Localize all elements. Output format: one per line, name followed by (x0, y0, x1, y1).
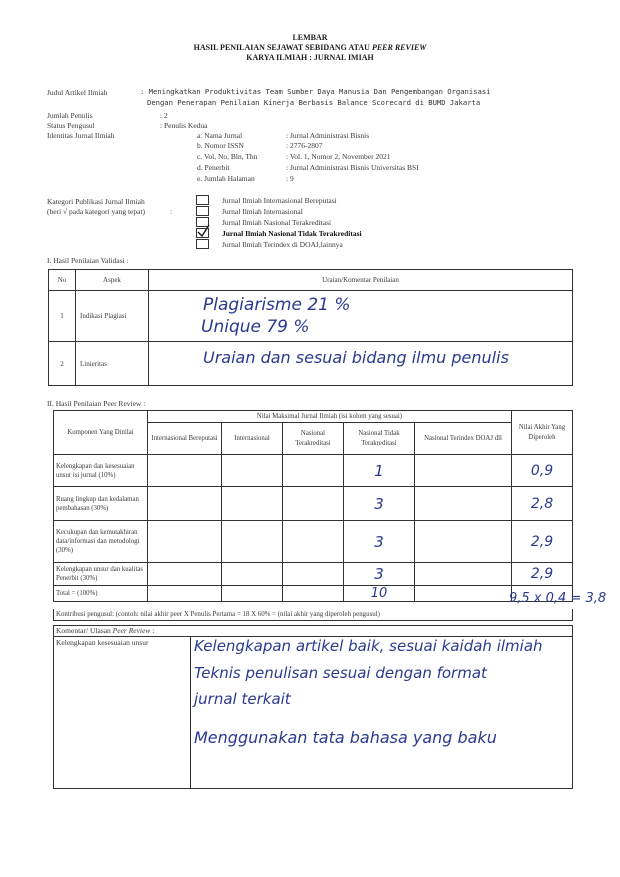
jumlah-penulis-label: Jumlah Penulis (47, 111, 93, 120)
col-aspek: Aspek (76, 270, 149, 291)
subcol-nasional-terindex: Nasional Terindex DOAJ dll (415, 423, 512, 455)
col-no: No (49, 270, 76, 291)
peer-review-table (53, 410, 573, 602)
judul-value-line2: Dengan Penerapan Penilaian Kinerja Berbasis Balance Scorecard di BUMD Jakarta (147, 98, 481, 107)
kategori-option-label: Jurnal Ilmiah Nasional Tidak Terakreditasi (222, 229, 362, 238)
row-aspek: Indikasi Plagiasi (76, 291, 149, 342)
table-row (49, 342, 573, 386)
identitas-field-value: : Vol. 1, Nomor 2, November 2021 (286, 152, 391, 161)
total-row (54, 586, 573, 602)
judul-value-line1: : Meningkatkan Produktivitas Team Sumber Daya Manusia Dan Pengembangan Organisasi (140, 87, 491, 96)
handwritten-linieritas: Uraian dan sesuai bidang ilmu penulis (203, 348, 509, 367)
subcol-internasional-bereputasi: Internasional Bereputasi (148, 423, 222, 455)
table-row (49, 291, 573, 342)
table-row (54, 487, 573, 521)
komentar-divider (190, 636, 191, 788)
kategori-hint: (beri √ pada kategori yang tepat) (47, 207, 146, 216)
kategori-checkbox[interactable] (196, 195, 209, 205)
section2-title: II. Hasil Penilaian Peer Review : (47, 399, 146, 408)
row-akhir: 0,9 (512, 455, 573, 487)
row-comment-cell (149, 291, 573, 342)
kontribusi-text: Kontribusi pengusul: (contoh: nilai akhir peer X Penulis Pertama = 18 X 60% = (nilai akhir yang diperoleh pengusul) (56, 611, 380, 618)
check-icon (197, 225, 210, 237)
row-no: 2 (49, 342, 76, 386)
kategori-checkbox[interactable] (196, 206, 209, 216)
komentar-label: Kelengkapan kesesuaian unsur (56, 638, 149, 647)
kategori-option-label: Jurnal Ilmiah Terindex di DOAJ,lainnya (222, 240, 343, 249)
row-komponen: Kelengkapan dan kesesuaian unsur isi jurnal (10%) (54, 455, 148, 487)
kategori-label: Kategori Publikasi Jurnal Ilmiah (47, 197, 145, 206)
doc-heading-title: HASIL PENILAIAN SEJAWAT SEBIDANG ATAU PEER REVIEW (193, 43, 427, 52)
table-row (54, 563, 573, 586)
row-max: 3 (344, 521, 415, 563)
section1-title: I. Hasil Penilaian Validasi : (47, 256, 129, 265)
validasi-table (48, 269, 573, 386)
komentar-box (53, 625, 573, 789)
identitas-field-value: : Jurnal Administrasi Bisnis (286, 131, 370, 140)
row-akhir: 2,9 (512, 521, 573, 563)
kategori-checkbox[interactable] (196, 228, 209, 238)
identitas-field-key: c. Vol, No, Bln, Thn (197, 152, 258, 161)
row-max: 3 (344, 563, 415, 586)
kontribusi-box (53, 609, 573, 621)
handwritten-side-calc: 9,5 x 0,4 = 3,8 (509, 591, 607, 606)
row-comment-cell (149, 342, 573, 386)
handwritten-komentar-3: jurnal terkait (194, 690, 291, 708)
row-komponen: Ruang lingkup dan kedalaman pembahasan (30%) (54, 487, 148, 521)
doc-heading-subtitle: KARYA ILMIAH : JURNAL IMIAH (246, 53, 374, 62)
col-nilai-maksimal: Nilai Maksimal Jurnal Ilmiah (isi kolom yang sesuai) (148, 411, 512, 423)
total-max: 10 (344, 586, 415, 602)
handwritten-unique: Unique 79 % (201, 317, 310, 337)
doc-heading-lembar: LEMBAR (292, 33, 328, 42)
kategori-option-label: Jurnal Ilmiah Internasional Bereputasi (222, 196, 337, 205)
row-max: 1 (344, 455, 415, 487)
row-max: 3 (344, 487, 415, 521)
kategori-option-label: Jurnal Ilmiah Internasional (222, 207, 303, 216)
row-komponen: Kecukupan dan kemutakhiran data/informasi dan metodologi (30%) (54, 521, 148, 563)
identitas-field-key: b. Nomor ISSN (197, 141, 244, 150)
identitas-jurnal-label: Identitas Jurnal Ilmiah (47, 131, 115, 140)
kategori-checkbox[interactable] (196, 239, 209, 249)
handwritten-komentar-2: Teknis penulisan sesuai dengan format (194, 664, 487, 682)
status-pengusul-value: : Penulis Kedua (160, 121, 208, 130)
col-nilai-akhir: Nilai Akhir Yang Diperoleh (512, 411, 573, 455)
subcol-nasional-terakreditasi: Nasional Terakreditasi (283, 423, 344, 455)
komentar-title: Komentar/ Ulasan Peer Review : (54, 626, 572, 637)
row-aspek: Linieritas (76, 342, 149, 386)
subcol-internasional: Internasional (222, 423, 283, 455)
col-komponen: Komponen Yang Dinilai (54, 411, 148, 455)
handwritten-plagiarisme: Plagiarisme 21 % (203, 295, 351, 315)
subcol-nasional-tidak-terakreditasi: Nasional Tidak Terakreditasi (344, 423, 415, 455)
handwritten-komentar-4: Menggunakan tata bahasa yang baku (194, 728, 497, 747)
kategori-option-label: Jurnal Ilmiah Nasional Terakreditasi (222, 218, 332, 227)
identitas-field-key: e. Jumlah Halaman (197, 174, 255, 183)
identitas-field-value: : 2776-2807 (286, 141, 323, 150)
identitas-field-value: : Jurnal Administrasi Bisnis Universitas BSI (286, 163, 419, 172)
col-uraian: Uraian/Komentar Penilaian (149, 270, 573, 291)
row-komponen: Kelengkapan unsur dan kualitas Penerbit (30%) (54, 563, 148, 586)
table-row (54, 455, 573, 487)
kategori-colon: : (170, 207, 173, 216)
jumlah-penulis-value: : 2 (160, 111, 168, 120)
table-row (54, 521, 573, 563)
row-akhir: 2,9 (512, 563, 573, 586)
row-no: 1 (49, 291, 76, 342)
handwritten-komentar-1: Kelengkapan artikel baik, sesuai kaidah ilmiah (194, 637, 543, 655)
identitas-field-key: d. Penerbit (197, 163, 230, 172)
identitas-field-key: a. Nama Jurnal (197, 131, 243, 140)
status-pengusul-label: Status Pengusul (47, 121, 95, 130)
identitas-field-value: : 9 (286, 174, 294, 183)
total-label: Total = (100%) (54, 586, 148, 602)
row-akhir: 2,8 (512, 487, 573, 521)
judul-label: Judul Artikel Ilmiah (47, 88, 108, 97)
